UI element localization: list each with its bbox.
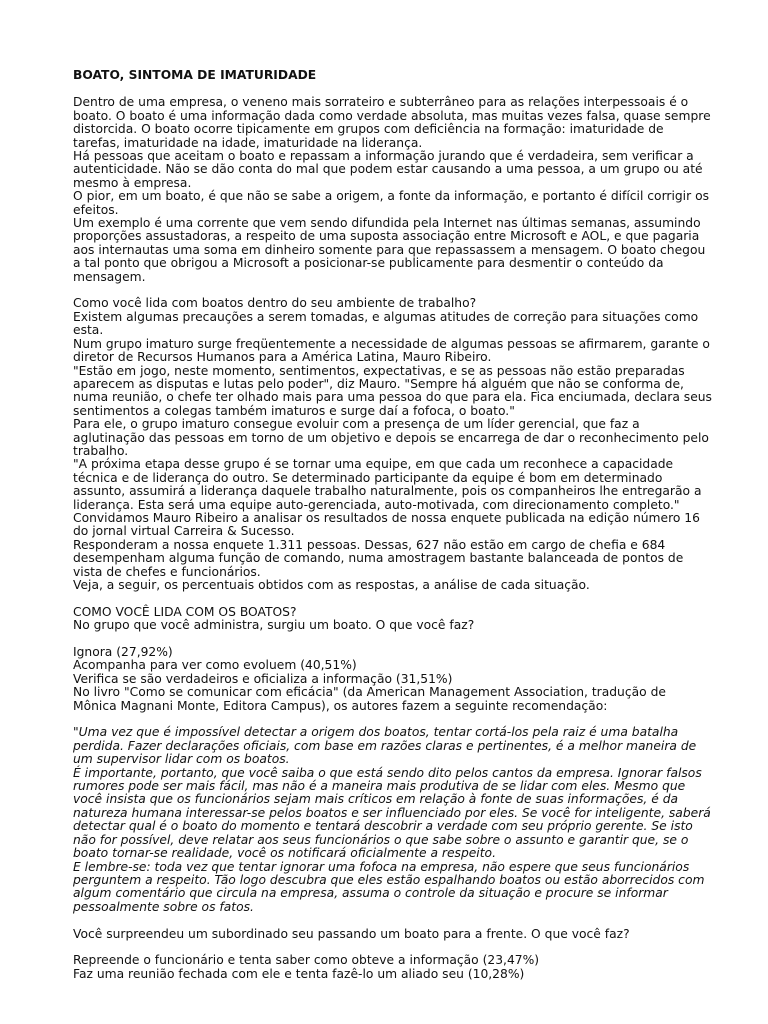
spacer <box>73 592 713 605</box>
paragraph: Convidamos Mauro Ribeiro a analisar os resultados de nossa enquete publicada na edição número 16 do jornal virtual Carreira & Sucesso. <box>73 510 700 539</box>
document-page <box>73 69 713 981</box>
spacer <box>73 914 713 927</box>
paragraph: Um exemplo é uma corrente que vem sendo difundida pela Internet nas últimas semanas, assumindo proporções assustadoras, a respeito de uma suposta associação entre Microsoft e AOL, e que pagaria aos internautas uma soma em dinheiro somente para que repassassem a mensagem. O boato chegou a tal ponto que obrigou a Microsoft a posicionar-se publicamente para desmentir o conteúdo da mensagem. <box>73 216 706 284</box>
paragraph: O pior, em um boato, é que não se sabe a origem, a fonte da informação, e portanto é difícil corrigir os efeitos. <box>73 189 709 217</box>
paragraph: No livro "Como se comunicar com eficácia" (da American Management Association, tradução de Mônica Magnani Monte, Editora Campus), os autores fazem a seguinte recomendação: <box>73 685 666 713</box>
spacer <box>73 713 713 726</box>
survey-question: No grupo que você administra, surgiu um boato. O que você faz? <box>73 618 475 633</box>
paragraph: Para ele, o grupo imaturo consegue evoluir com a presença de um líder gerencial, que faz a aglutinação das pessoas em torno de um objetivo e depois se encarrega de dar o reconhecimento pelo trabalho. <box>73 417 709 458</box>
survey-question: Você surpreendeu um subordinado seu passando um boato para a frente. O que você faz? <box>73 926 630 941</box>
survey-answer: Verifica se são verdadeiros e oficializa a informação (31,51%) <box>73 671 453 686</box>
survey-section-2 <box>73 928 713 982</box>
paragraph: "A próxima etapa desse grupo é se tornar uma equipe, em que cada um reconhece a capacidade técnica e de liderança do outro. Se determinado participante da equipe é bom em determinado assunto, assumirá a liderança daquele trabalho naturalmente, pois os companheiros lhe entregarão a liderança. Esta será uma equipe auto-gerenciada, auto-motivada, com direcionamento completo." <box>73 457 702 512</box>
paragraph: Dentro de uma empresa, o veneno mais sorrateiro e subterrâneo para as relações interpessoais é o boato. O boato é uma informação dada como verdade absoluta, mas muitas vezes falsa, quase sempre distorcida. O boato ocorre tipicamente em grupos com deficiência na formação: imaturidade de tarefas, imaturidade na idade, imaturidade na liderança. <box>73 95 711 150</box>
paragraph: "Estão em jogo, neste momento, sentimentos, expectativas, e se as pessoas não estão preparadas aparecem as disputas e lutas pelo poder", diz Mauro. "Sempre há alguém que não se conforma de, numa reunião, o chefe ter olhado mais para uma pessoa do que para ela. Fica enciumada, declara seus sentimentos a colegas também imaturos e surge daí a fofoca, o boato." <box>73 363 712 418</box>
paragraph: Num grupo imaturo surge freqüentemente a necessidade de algumas pessoas se afirmarem, garante o diretor de Recursos Humanos para a América Latina, Mauro Ribeiro. <box>73 336 710 365</box>
survey-answer: Repreende o funcionário e tenta saber como obteve a informação (23,47%) <box>73 953 540 968</box>
quote-paragraph: "Uma vez que é impossível detectar a origem dos boatos, tentar cortá-los pela raiz é uma batalha perdida. Fazer declarações oficiais, com base em razões claras e pertinentes, é a melhor maneira de um supervisor lidar com os boatos. <box>73 725 697 767</box>
paragraph: Veja, a seguir, os percentuais obtidos com as respostas, a análise de cada situação. <box>73 578 590 593</box>
book-quote <box>73 726 713 914</box>
spacer <box>73 633 713 646</box>
paragraph: Há pessoas que aceitam o boato e repassam a informação jurando que é verdadeira, sem verificar a autenticidade. Não se dão conta do mal que podem estar causando a uma pessoa, a um grupo ou até mesmo à empresa. <box>73 149 703 190</box>
spacer <box>73 284 713 297</box>
quote-paragraph: E lembre-se: toda vez que tentar ignorar uma fofoca na empresa, não espere que seus funcionários perguntem a respeito. Tão logo descubra que eles estão espalhando boatos ou estão aborrecidos com algum comentário que circula na empresa, assuma o controle da situação e procure se informar pessoalmente sobre os fatos. <box>73 859 705 914</box>
paragraph: Existem algumas precauções a serem tomadas, e algumas atitudes de correção para situações como esta. <box>73 309 699 338</box>
quote-paragraph: É importante, portanto, que você saiba o que está sendo dito pelos cantos da empresa. Ignorar falsos rumores pode ser mais fácil, mas não é a maneira mais produtiva de se lidar com eles. Mesmo que você insista que os funcionários sejam mais críticos em relação à fonte de suas informações, é da natureza humana interessar-se pelos boatos e ser influenciado por eles. Se você for inteligente, saberá detectar qual é o boato do momento e tentará descobrir a verdade com seu próprio gerente. Se isto não for possível, deve relatar aos seus funcionários o que sabe sobre o assunto e garantir que, se o boato tornar-se realidade, você os notificará oficialmente a respeito. <box>73 765 711 861</box>
survey-section-1 <box>73 606 713 713</box>
paragraph: Como você lida com boatos dentro do seu ambiente de trabalho? <box>73 296 477 311</box>
section-heading: COMO VOCÊ LIDA COM OS BOATOS? <box>73 604 297 619</box>
spacer <box>73 941 713 954</box>
article-title: BOATO, SINTOMA DE IMATURIDADE <box>73 68 317 82</box>
survey-answer: Acompanha para ver como evoluem (40,51%) <box>73 658 357 673</box>
survey-answer: Ignora (27,92%) <box>73 645 173 660</box>
intro-section <box>73 96 713 284</box>
discussion-section <box>73 297 713 592</box>
survey-answer: Faz uma reunião fechada com ele e tenta fazê-lo um aliado seu (10,28%) <box>73 966 525 981</box>
paragraph: Responderam a nossa enquete 1.311 pessoas. Dessas, 627 não estão em cargo de chefia e 684 desempenham alguma função de comando, numa amostragem bastante balanceada de pontos de vista de chefes e funcionários. <box>73 537 684 579</box>
